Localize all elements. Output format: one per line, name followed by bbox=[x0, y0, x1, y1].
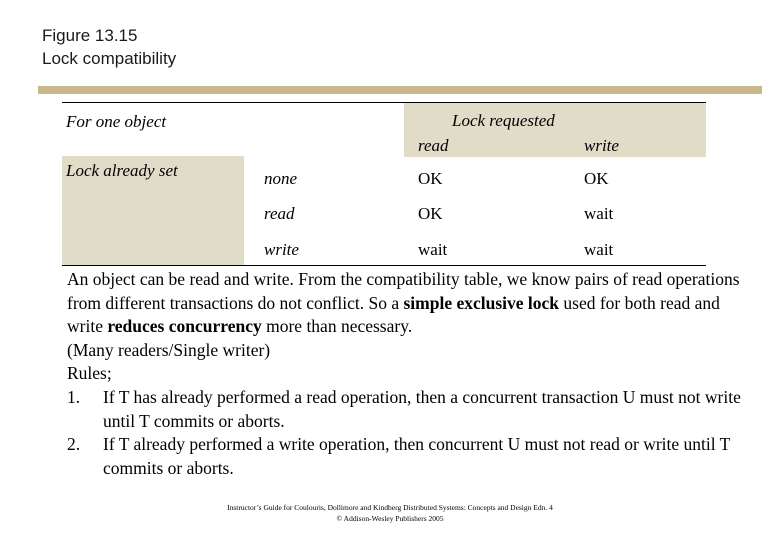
corner-label: For one object bbox=[66, 112, 167, 131]
emphasis-reduces-concurrency: reduces concurrency bbox=[107, 316, 262, 337]
lock-requested-label: Lock requested bbox=[452, 111, 555, 130]
figure-number: Figure 13.15 bbox=[42, 26, 138, 45]
footer-credit bbox=[0, 502, 780, 524]
aside-line: (Many readers/Single writer) bbox=[67, 339, 271, 360]
row-label-none: none bbox=[264, 169, 298, 188]
rule-item-2 bbox=[67, 433, 747, 480]
rules-heading: Rules; bbox=[67, 363, 112, 384]
figure-caption bbox=[42, 24, 176, 70]
figure-title: Lock compatibility bbox=[42, 49, 177, 68]
column-header-write: write bbox=[584, 136, 619, 155]
cell-write-write: wait bbox=[584, 240, 614, 259]
rule-text: If T has already performed a read operation, then a concurrent transaction U must not write until T commits or aborts. bbox=[103, 386, 741, 431]
column-header-read: read bbox=[418, 136, 449, 155]
footer-line-1: Instructor’s Guide for Coulouris, Dollimore and Kindberg Distributed Systems: Concepts and Design Edn. 4 bbox=[227, 503, 553, 512]
cell-read-read: OK bbox=[418, 204, 443, 223]
body-text bbox=[67, 268, 747, 480]
cell-write-read: wait bbox=[418, 240, 448, 259]
rule-item-1 bbox=[67, 386, 747, 433]
cell-none-write: OK bbox=[584, 169, 609, 188]
lock-compatibility-table bbox=[62, 102, 706, 266]
table-top-rule bbox=[62, 102, 706, 103]
emphasis-simple-exclusive-lock: simple exclusive lock bbox=[403, 292, 560, 313]
cell-none-read: OK bbox=[418, 169, 443, 188]
footer-line-2: © Addison-Wesley Publishers 2005 bbox=[336, 514, 444, 523]
cell-read-write: wait bbox=[584, 204, 614, 223]
lock-already-set-label: Lock already set bbox=[66, 161, 178, 180]
row-label-read: read bbox=[264, 204, 295, 223]
header-shade bbox=[404, 103, 706, 157]
intro-paragraph: An object can be read and write. From the compatibility table, we know pairs of read operations from different transactions do not conflict. So a simple exclusive lock used for both read and write reduces concurrency more than necessary. bbox=[67, 269, 740, 337]
accent-bar bbox=[38, 86, 762, 94]
row-label-write: write bbox=[264, 240, 299, 259]
rule-number: 1. bbox=[67, 386, 81, 407]
rule-text: If T already performed a write operation, then concurrent U must not read or write until T commits or aborts. bbox=[103, 434, 731, 478]
table-bottom-rule bbox=[62, 265, 706, 266]
rule-number: 2. bbox=[67, 434, 81, 455]
